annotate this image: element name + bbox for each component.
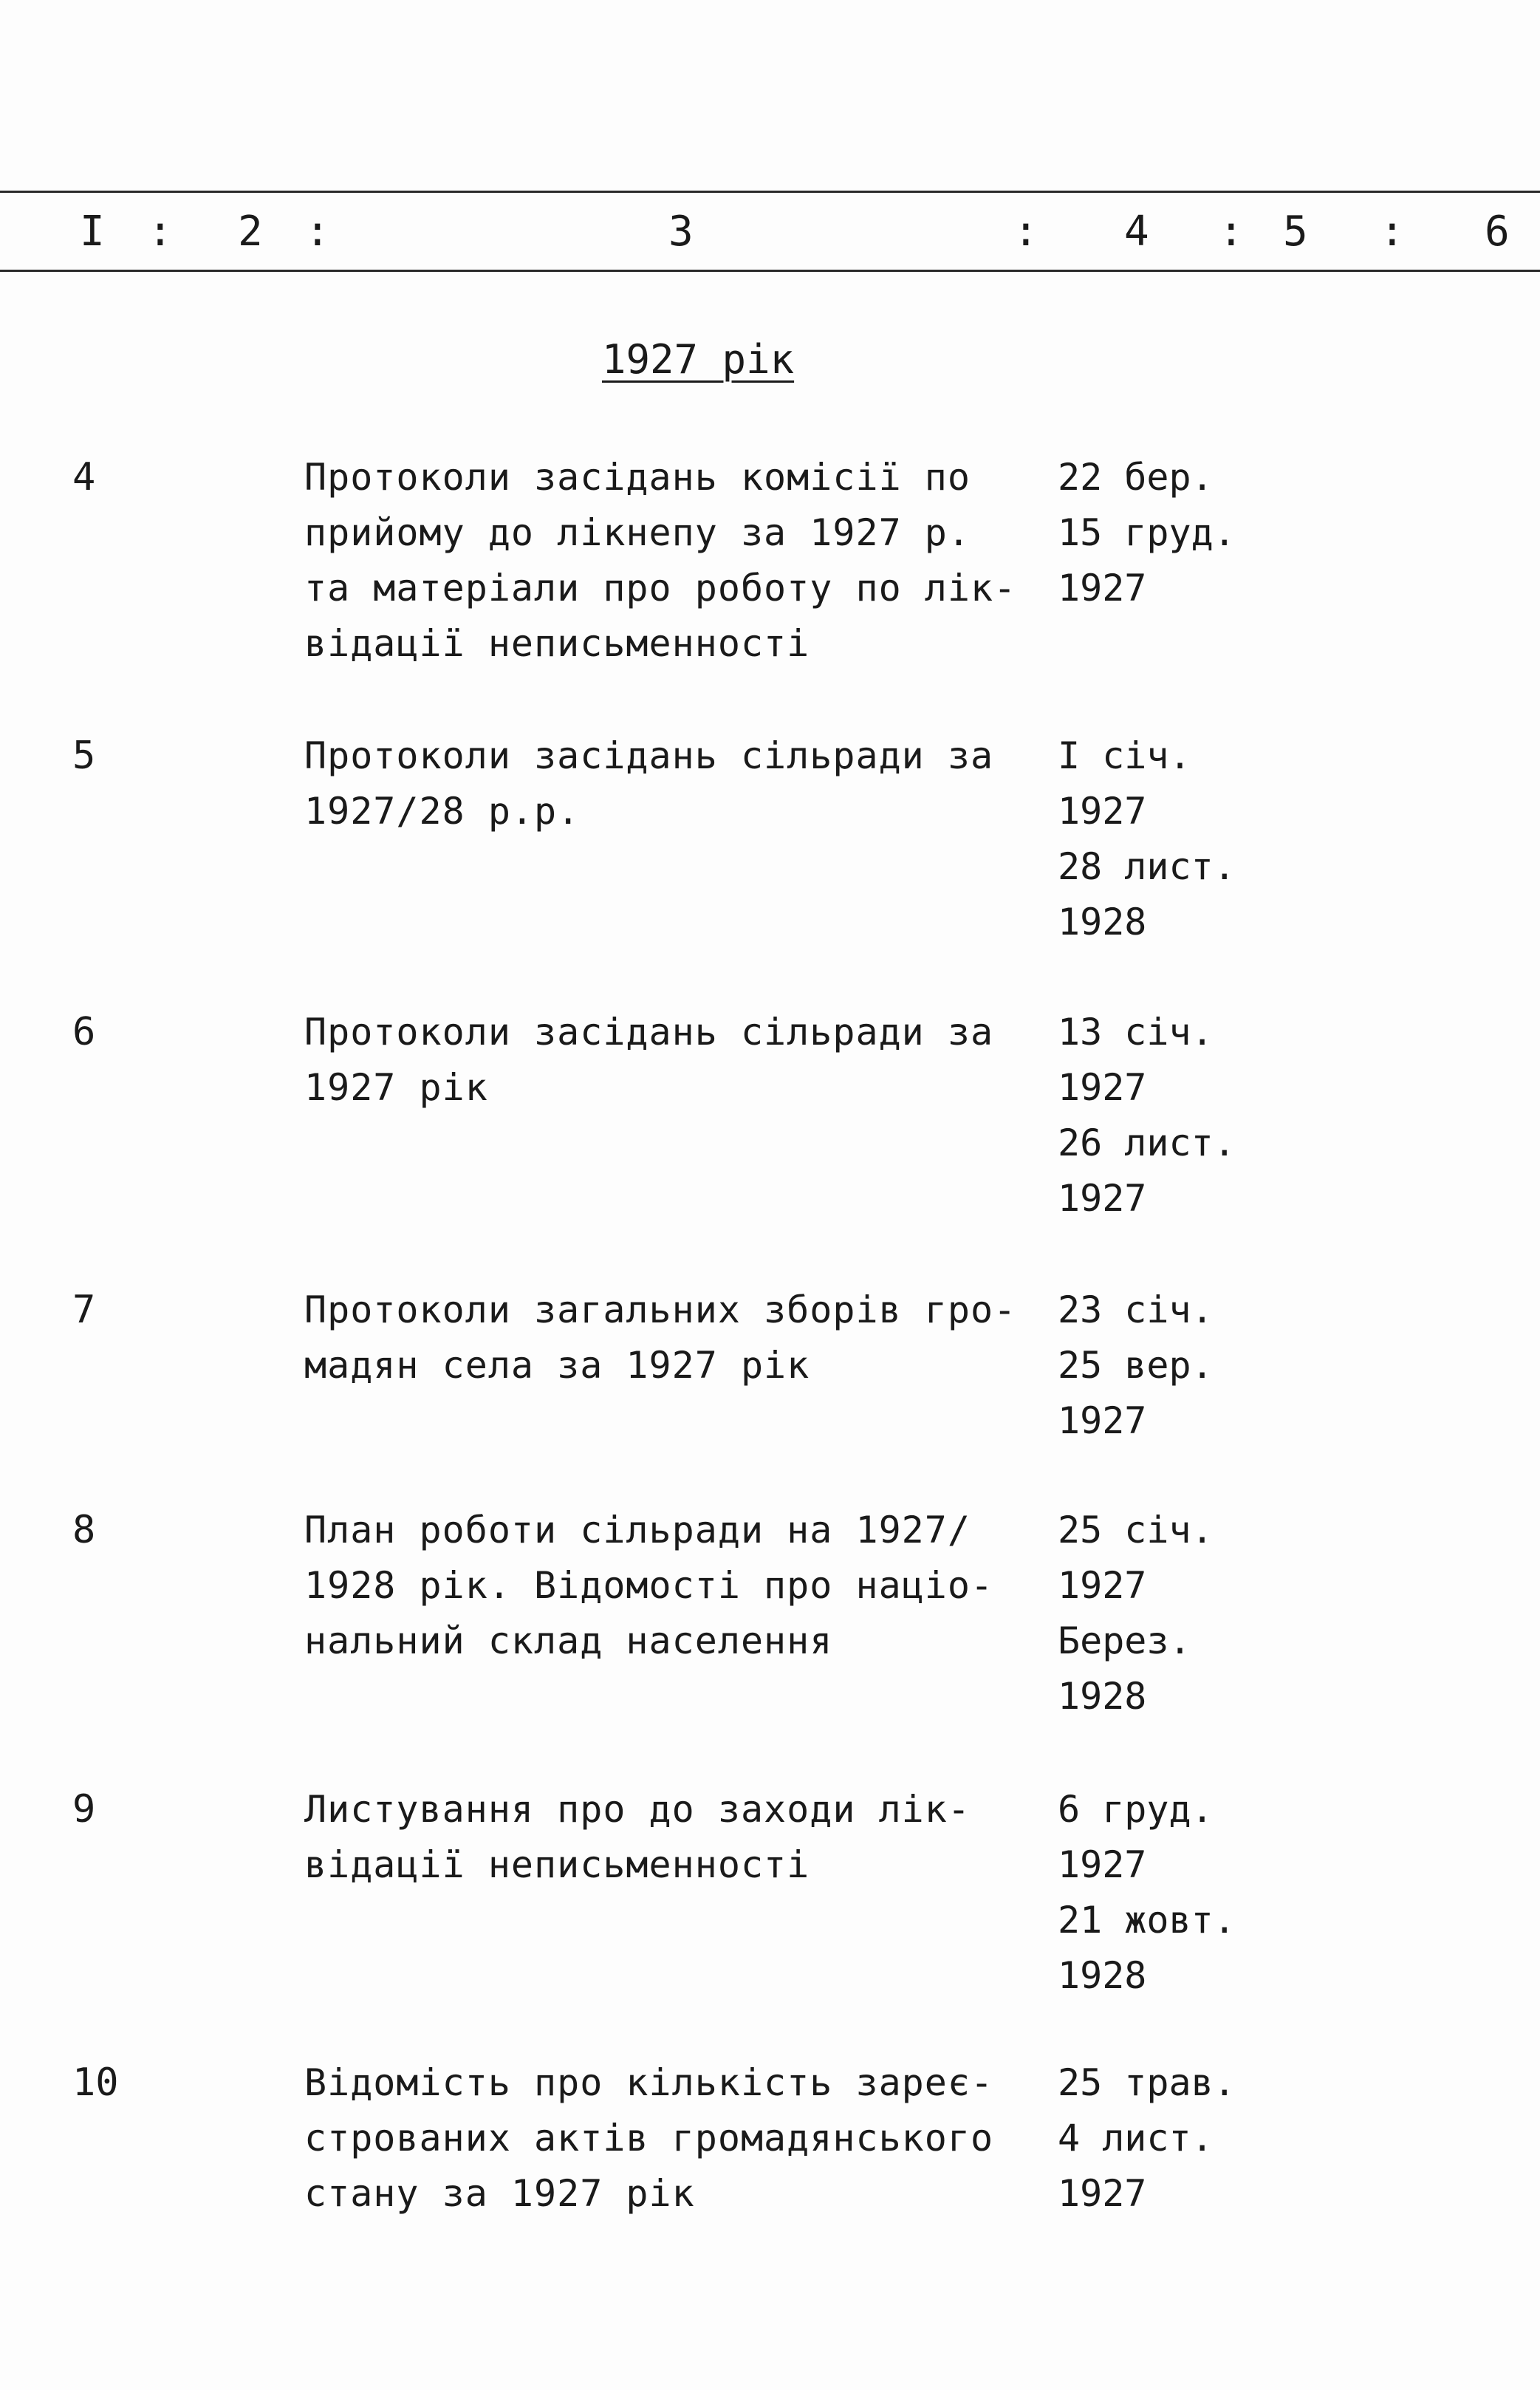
entry-date-line: 1928 [1058,1675,1147,1718]
entry-title-line: стану за 1927 рік [304,2172,695,2215]
column-header-1: I [80,208,105,256]
entry-title-line: 1927 рік [304,1066,488,1109]
year-heading: 1927 рік [602,336,795,383]
column-header-2: 2 [238,208,263,256]
entry-date-line: 25 вер. [1058,1344,1214,1387]
entry-title-line: та матеріали про роботу по лік- [304,567,1017,610]
entry-number: 6 [72,1010,96,1054]
entry-number: 4 [72,455,96,499]
entry-title-line: Протоколи засідань комісії по [304,456,971,499]
entry-date-line: 6 груд. [1058,1788,1214,1831]
entry-title-line: прийому до лікнепу за 1927 р. [304,511,971,554]
entry-date-line: 21 жовт. [1058,1899,1236,1942]
entry-title-line: Листування про до заходи лік- [304,1788,971,1831]
entry-title [304,450,1017,672]
column-header-6: 6 [1485,208,1510,256]
entry-date-line: 1927 [1058,1066,1147,1109]
entry-title-line: мадян села за 1927 рік [304,1344,810,1387]
entry-date-line: 15 груд. [1058,511,1236,554]
entry-title [304,1503,1006,1669]
entry-dates [1058,1503,1338,1724]
entry-title [304,1283,1017,1393]
column-separator: : [1380,208,1405,256]
entry-title [304,728,1006,839]
entry-title-line: нальний склад населення [304,1619,833,1662]
entry-dates [1058,728,1338,950]
column-separator: : [1219,208,1244,256]
entry-date-line: 25 січ. [1058,1509,1214,1551]
entry-title-line: відації неписьменності [304,1843,810,1886]
column-header-3: 3 [668,208,694,256]
entry-date-line: 1927 [1058,1177,1147,1220]
entry-title [304,2055,1006,2222]
entry-title-line: План роботи сільради на 1927/ [304,1509,971,1551]
entry-date-line: 1927 [1058,1399,1147,1442]
entry-number: 5 [72,734,96,778]
entry-number: 8 [72,1508,96,1552]
entry-title [304,1005,1006,1116]
entry-title-line: 1927/28 р.р. [304,790,581,833]
entry-dates [1058,450,1338,616]
column-separator: : [305,208,330,256]
entry-date-line: 1927 [1058,1843,1147,1886]
entry-title-line: 1928 рік. Відомості про націо- [304,1564,994,1607]
entry-title-line: Відомість про кількість зареє- [304,2061,994,2104]
entry-date-line: 1927 [1058,567,1147,610]
column-separator: : [148,208,173,256]
entry-date-line: 1927 [1058,790,1147,833]
entry-date-line: 25 трав. [1058,2061,1236,2104]
entry-date-line: 1927 [1058,2172,1147,2215]
entry-date-line: 1928 [1058,901,1147,943]
entry-title-line: відації неписьменності [304,622,810,665]
entry-number: 9 [72,1787,96,1831]
entry-title-line: Протоколи засідань сільради за [304,734,994,777]
entry-date-line: 4 лист. [1058,2117,1214,2159]
entry-title-line: строваних актів громадянського [304,2117,994,2159]
column-header-5: 5 [1283,208,1308,256]
entry-date-line: 28 лист. [1058,845,1236,888]
entry-number: 7 [72,1288,96,1332]
entry-title [304,1782,1006,1893]
entry-date-line: Берез. [1058,1619,1191,1662]
entry-date-line: 1927 [1058,1564,1147,1607]
entry-date-line: 1928 [1058,1954,1147,1997]
header-top-rule [0,191,1540,193]
entry-date-line: 13 січ. [1058,1011,1214,1054]
entry-number: 10 [72,2060,119,2105]
entry-title-line: Протоколи загальних зборів гро- [304,1288,1017,1331]
entry-date-line: I січ. [1058,734,1191,777]
entry-date-line: 26 лист. [1058,1121,1236,1164]
entry-title-line: Протоколи засідань сільради за [304,1011,994,1054]
entry-dates [1058,2055,1338,2222]
entry-dates [1058,1283,1338,1449]
entry-date-line: 22 бер. [1058,456,1214,499]
entry-dates [1058,1005,1338,1226]
entry-dates [1058,1782,1338,2004]
entry-date-line: 23 січ. [1058,1288,1214,1331]
column-header-4: 4 [1124,208,1149,256]
column-separator: : [1013,208,1038,256]
header-bottom-rule [0,270,1540,272]
